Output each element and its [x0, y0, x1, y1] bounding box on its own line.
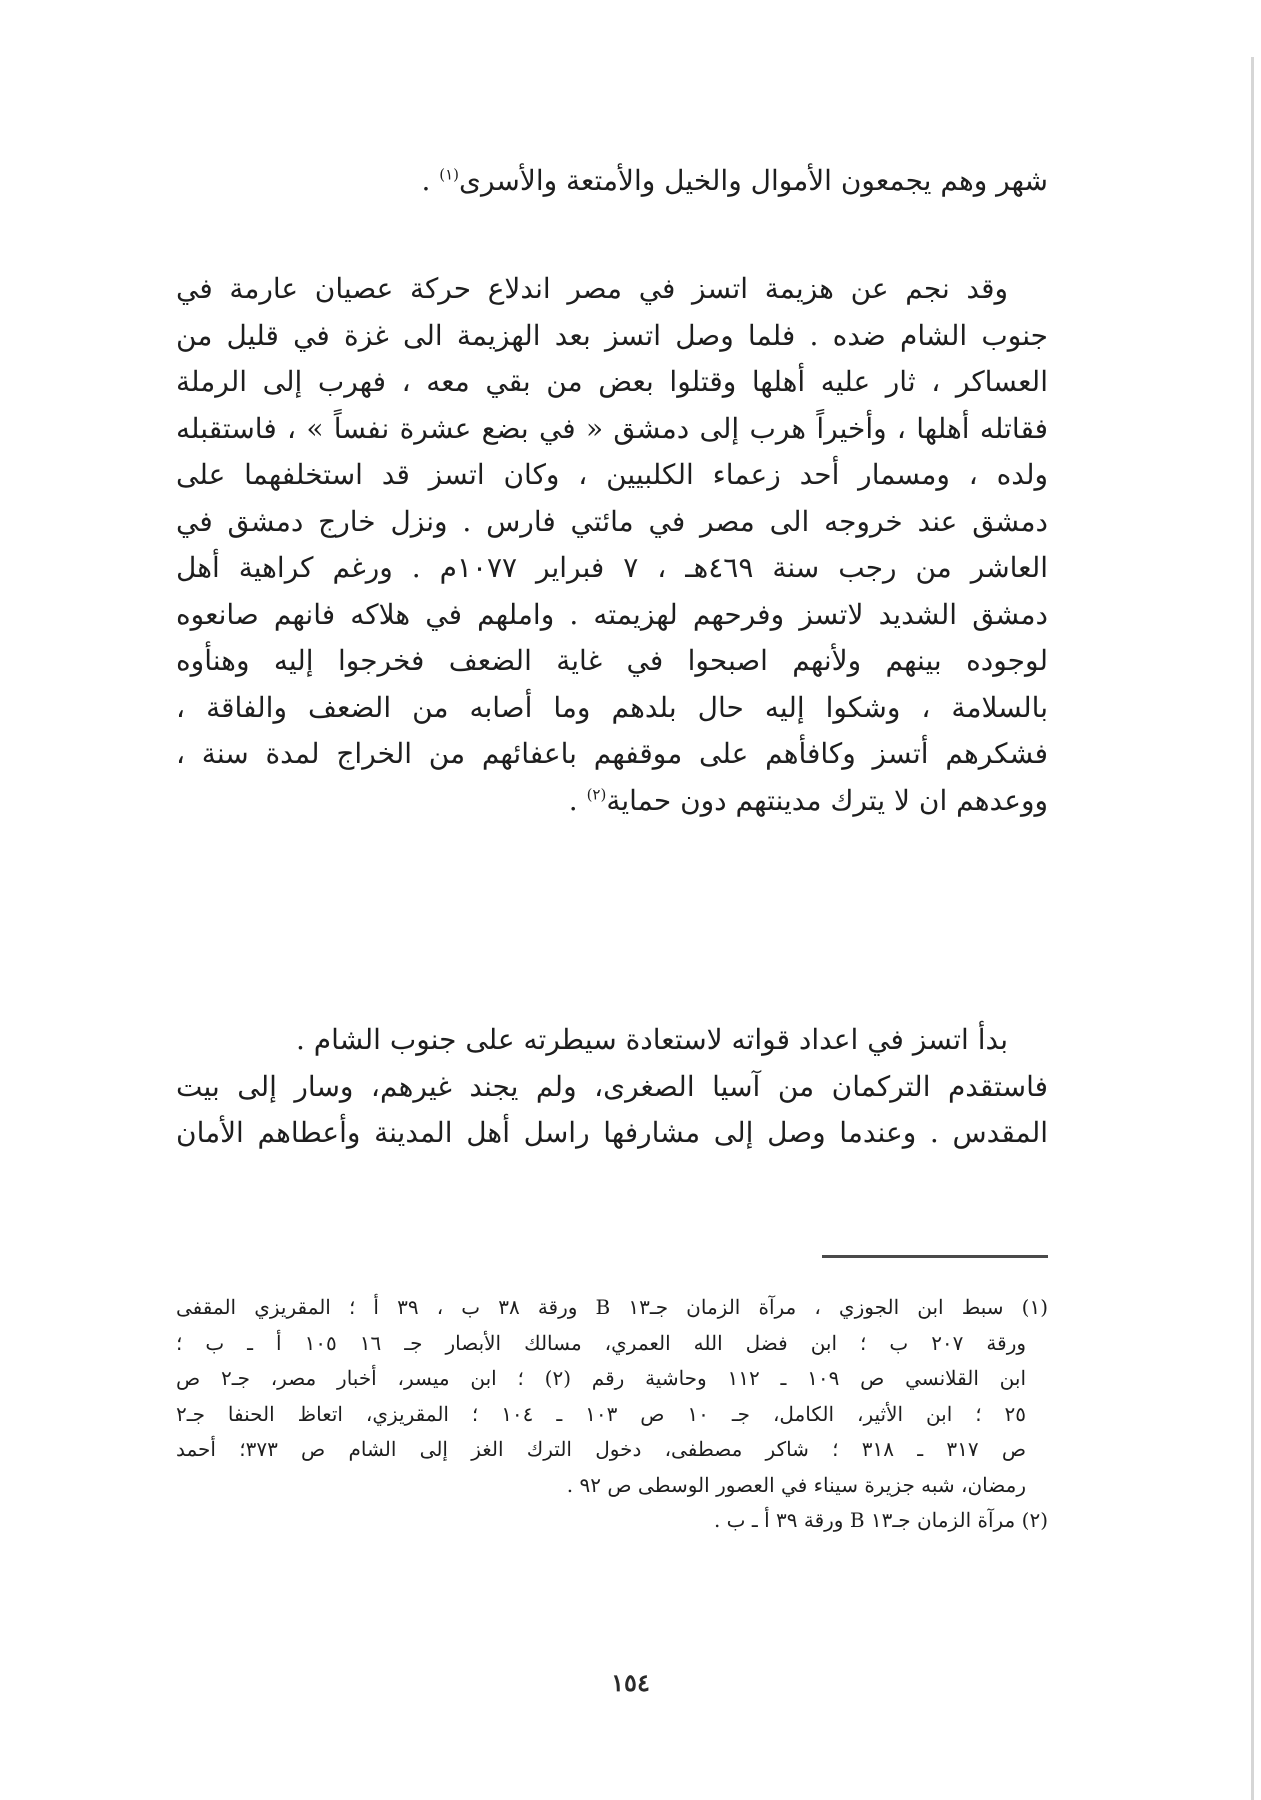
footnotes [176, 1290, 1048, 1539]
text-line: شهر وهم يجمعون الأموال والخيل والأمتعة والأسرى$^{(١)}$ . [421, 164, 1048, 197]
text-line: دمشق الشديد لاتسز وفرحهم لهزيمته . واملهم في هلاكه فانهم صانعوه [176, 597, 1048, 631]
footnote-1-marker: (١) [1021, 1295, 1048, 1319]
footnote-1-line: رمضان، شبه جزيرة سيناء في العصور الوسطى ص ٩٢ . [566, 1472, 1026, 1497]
text-line: وقد نجم عن هزيمة اتسز في مصر اندلاع حركة عصيان عارمة في [176, 272, 1008, 305]
text-line: العاشر من رجب سنة ٤٦٩هـ ، ٧ فبراير ١٠٧٧م . ورغم كراهية أهل [176, 551, 1049, 584]
text-line: لوجوده بينهم ولأنهم اصبحوا في غاية الضعف فخرجوا إليه وهنأوه [176, 644, 1048, 677]
text-line: فقاتله أهلها ، وأخيراً هرب إلى دمشق « في بضع عشرة نفساً » ، فاستقبله [176, 411, 1048, 445]
paragraph-continuation [176, 158, 1048, 205]
text-line: ولده ، ومسمار أحد زعماء الكلبيين ، وكان اتسز قد استخلفهما على [176, 458, 1048, 491]
text-line: بدأ اتسز في اعداد قواته لاستعادة سيطرته على جنوب الشام . [295, 1023, 1008, 1056]
text-line: ووعدهم ان لا يترك مدينتهم دون حماية$^{(٢)}$ . [568, 783, 1048, 817]
text-line: فشكرهم أتسز وكافأهم على موقفهم باعفائهم من الخراج لمدة سنة ، [176, 737, 1048, 770]
footnote-1-line: (١) سبط ابن الجوزي ، مرآة الزمان جـ١٣ B ورقة ٣٨ ب ، ٣٩ أ ؛ المقريزي المقفى [176, 1295, 1048, 1319]
footnote-ref-2[interactable]: (٢) [586, 785, 607, 804]
footnote-1-line: ص ٣١٧ ـ ٣١٨ ؛ شاكر مصطفى، دخول الترك الغز إلى الشام ص ٣٧٣؛ أحمد [176, 1437, 1027, 1461]
text-line: بالسلامة ، وشكوا إليه حال بلدهم وما أصابه من الضعف والفاقة ، [176, 690, 1048, 724]
footnote-1-line: ورقة ٢٠٧ ب ؛ ابن فضل الله العمري، مسالك الأبصار جـ ١٦ ١٠٥ أ ـ ب ؛ [176, 1330, 1027, 1355]
text-line: العساكر ، ثار عليه أهلها وقتلوا بعض من بقي معه ، فهرب إلى الرملة [176, 365, 1048, 398]
text-line: فاستقدم التركمان من آسيا الصغرى، ولم يجند غيرهم، وسار إلى بيت [176, 1069, 1048, 1103]
text-line: دمشق عند خروجه الى مصر في مائتي فارس . ونزل خارج دمشق في [176, 504, 1048, 538]
text-line: المقدس . وعندما وصل إلى مشارفها راسل أهل المدينة وأعطاهم الأمان [176, 1116, 1048, 1149]
page-edge-line [1251, 57, 1254, 1800]
text-line: جنوب الشام ضده . فلما وصل اتسز بعد الهزيمة الى غزة في قليل من [176, 318, 1048, 352]
page-number: ١٥٤ [611, 1668, 650, 1697]
footnote-separator [822, 1255, 1048, 1258]
paragraph-atsiz-revolt [176, 266, 1048, 824]
footnote-2-line: (٢) مرآة الزمان جـ١٣ B ورقة ٣٩ أ ـ ب . [713, 1508, 1048, 1532]
footnote-1-line: ٢٥ ؛ ابن الأثير، الكامل، جـ ١٠ ص ١٠٣ ـ ١٠٤ ؛ المقريزي، اتعاظ الحنفا جـ٢ [176, 1401, 1026, 1426]
paragraph-atsiz-preparation [176, 1017, 1048, 1157]
footnote-1-line: ابن القلانسي ص ١٠٩ ـ ١١٢ وحاشية رقم (٢) ؛ ابن ميسر، أخبار مصر، جـ٢ ص [176, 1366, 1027, 1390]
footnote-ref-1[interactable]: (١) [439, 165, 460, 184]
footnote-2-marker: (٢) [1021, 1508, 1048, 1532]
